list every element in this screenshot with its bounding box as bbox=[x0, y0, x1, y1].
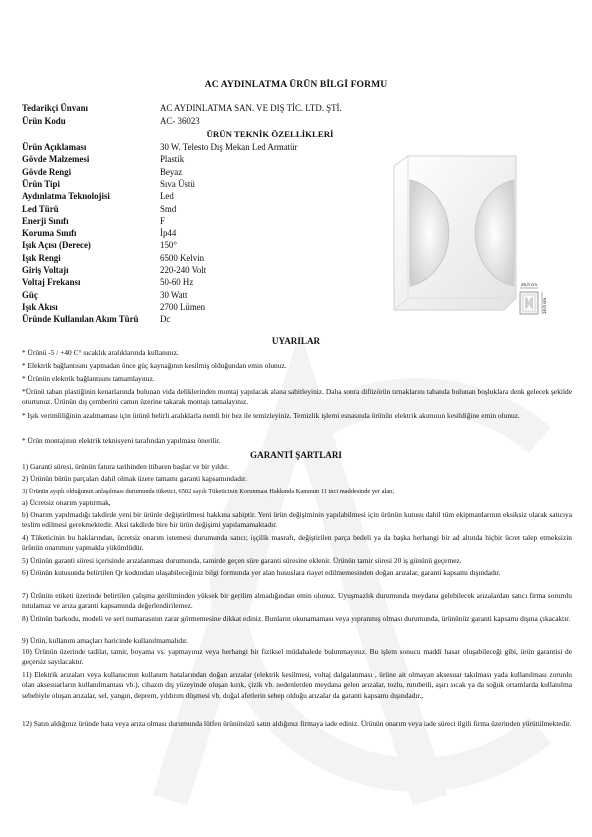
dim-width-label: 25,0 cm bbox=[521, 282, 538, 287]
spec-value: Sıva Üstü bbox=[160, 178, 195, 189]
product-code-label: Ürün Kodu bbox=[22, 116, 66, 126]
spec-value: Dc bbox=[160, 314, 171, 325]
product-code-value: AC- 36023 bbox=[160, 116, 200, 126]
warning-item: *Ürünü taban plastiğinin kenarlarında bulunan vida deliklerinden montaj yapılacak alana sabitleyiniz. Daha sonra difüzörün tırnaklarını tabanda bulunan boşluklara denk gelecek şekilde oturtunuz. Ürünün dış çemberini camın üzerine takarak montajı tamalayınız. bbox=[22, 387, 572, 407]
spec-label: Led Türü bbox=[22, 203, 59, 214]
supplier-label: Tedarikçi Ünvanı bbox=[22, 103, 89, 113]
spec-value: Smd bbox=[160, 203, 177, 214]
warning-item: * Işık verimliliğinin azalmaması için ürünü belirli aralıklarla nemli bir bez ile temizleyiniz. Temizlik işlemi esnasında ürünün elektrik akımının kesildiğine emin olunuz. bbox=[22, 411, 520, 420]
spec-value: Led bbox=[160, 191, 174, 202]
spec-label: Üründe Kullanılan Akım Türü bbox=[22, 314, 139, 325]
spec-value: 6500 Kelvin bbox=[160, 252, 205, 263]
spec-label: Işık Açısı (Derece) bbox=[22, 240, 91, 251]
specs-heading: ÜRÜN TEKNİK ÖZELLİKLERİ bbox=[206, 129, 334, 139]
warranty-item: 4) Tüketicinin bu haklarından, ücretsiz onarım istemesi durumunda satıcı; işçilik masrafı, değiştirilen parça bedeli ya da başka herhangi bir ad altında hiçbir ücret talep etmeksizin ürünün onarımını yapmakla yükümlüdür. bbox=[22, 533, 572, 553]
spec-value: 220-240 Volt bbox=[160, 265, 207, 275]
spec-label: Işık Akısı bbox=[22, 301, 58, 312]
spec-value: 150° bbox=[160, 240, 177, 251]
dim-height-label: 16,0 cm bbox=[542, 297, 547, 314]
warranty-item: 1) Garanti süresi, ürünün fatura tarihinden itibaren başlar ve bir yıldır. bbox=[22, 462, 229, 471]
warranty-item: 9) Ürün, kullanım amaçları haricinde kullanılmamalıdır. bbox=[22, 636, 189, 645]
warranty-heading: GARANTİ ŞARTLARI bbox=[250, 450, 342, 460]
spec-label: Güç bbox=[22, 289, 38, 300]
product-image bbox=[392, 152, 558, 320]
warranty-item: b) Onarım yapılmadığı takdirde yeni bir ürünle değiştirilmesi hakkına sahiptir. Yeni ürün değişiminin yapılabilmesi için ürünün kutusu dahil tüm ekipmanlarının eksiksiz olarak satıcıya teslim edilmesi gerekmektedir. Aksi takdirde bire bir ürün değişimi yapılamamaktadır. bbox=[22, 510, 572, 530]
spec-label: Ürün Açıklaması bbox=[22, 142, 87, 152]
spec-value: 2700 Lümen bbox=[160, 301, 206, 312]
spec-value: 30 Watt bbox=[160, 289, 188, 300]
spec-label: Giriş Voltajı bbox=[22, 265, 69, 275]
warranty-item: 11) Elektrik arızaları veya kullanıcının kullanım hatalarından doğan arızalar (elektrik kesilmesi, voltaj dalgalanması , ürüne ait olmayan aksesuar takılması yada kullanılması zorunlu olan aksesuarların kullanılmaması vb.), cihazın dış yüzeyinde oluşan kırık, çizik vb. nedenlerden meydana gelen arızalar, tozlu, rutubetli, aşırı sıcak ya da soğuk ortamlarda kullanılma sebebiyle oluşan arızalar, sel, yangın, deprem, yıldırım düşmesi vb. doğal afetlerin sebep olduğu arızalar da garanti kapsamı dışındadır., bbox=[22, 670, 572, 700]
spec-label: Voltaj Frekansı bbox=[22, 277, 81, 288]
warning-item: * Ürünü -5 / +40 C° sıcaklık aralıklarında kullanınız. bbox=[22, 348, 179, 357]
spec-value: 30 W. Telesto Dış Mekan Led Armatür bbox=[160, 142, 298, 152]
spec-value: 50-60 Hz bbox=[160, 277, 194, 288]
warranty-item: 6) Ürünün kutusunda belirtilen Qr kodundan ulaşabileceğiniz bilgi formunda yer alan hususlara riayet edilmemesinden doğan arızalar, garanti kapsamı dışındadır. bbox=[22, 568, 501, 577]
warranty-item: 2) Ürünün bütün parçaları dahil olmak üzere tamamı garanti kapsamındadır. bbox=[22, 474, 247, 483]
spec-label: Koruma Sınıfı bbox=[22, 228, 77, 239]
spec-label: Enerji Sınıfı bbox=[22, 215, 69, 226]
spec-value: İp44 bbox=[160, 228, 177, 239]
warranty-item: 3) Ürünün ayıplı olduğunun anlaşılması durumunda tüketici, 6502 sayılı Tüketicinin Korunması Hakkında Kanunun 11 inci maddesinde yer alan; bbox=[22, 488, 395, 495]
spec-label: Aydınlatma Teknolojisi bbox=[22, 191, 110, 202]
warranty-item: 10) Ürünün üzerinde tadilat, tamir, boyama vs. yapmayınız veya herhangi bir fiziksel müdahalede bulunmayınız. Bu işlem sonucu maddi hasar oluşabileceği gibi, ürün garantisi de geçersiz sayılacaktır. bbox=[22, 647, 572, 667]
spec-value: F bbox=[160, 215, 165, 226]
spec-label: Işık Rengi bbox=[22, 252, 61, 263]
spec-label: Ürün Tipi bbox=[22, 178, 60, 189]
warranty-item: a) Ücretsiz onarım yaptırmak, bbox=[22, 498, 111, 507]
warranty-item: 7) Ürünün etiketi üzerinde belirtilen çalışma geriliminden yüksek bir gerilim almadığından emin olunuz. Uyuşmazlık durumunda meydana gelebilecek arızalardan satıcı firma sorumlu tutulamaz ve arıza garanti kapsamında değerlendirilemez. bbox=[22, 591, 572, 611]
spec-label: Gövde Malzemesi bbox=[22, 154, 90, 165]
warning-item: * Ürün montajının elektrik teknisyeni tarafından yapılması önerilir. bbox=[22, 436, 221, 445]
warning-item: * Elektrik bağlantısını yapmadan önce güç kaynağının kesilmiş olduğundan emin olunuz. bbox=[22, 361, 287, 370]
spec-value: Beyaz bbox=[160, 166, 183, 177]
supplier-value: AC AYDINLATMA SAN. VE DIŞ TİC. LTD. ŞTİ. bbox=[160, 103, 342, 113]
warranty-item: 12) Satın aldığınız üründe hata veya arıza olması durumunda lütfen ürününüzü satın aldığınız firmaya iade ediniz. Ürünün onarım veya iade süreci ilgili firma üzerinden yürütülmektedir. bbox=[22, 719, 572, 728]
spec-value: Plastik bbox=[160, 154, 185, 165]
spec-label: Gövde Rengi bbox=[22, 166, 72, 177]
warranty-item: 5) Ürünün garanti süresi içerisinde arızalanması durumunda, tamirde geçen süre garanti süresine eklenir. Ürünün tamir süresi 20 iş gününü geçemez. bbox=[22, 556, 462, 565]
warning-item: * Ürünün elektrik bağlantısını tamamlayınız. bbox=[22, 374, 155, 383]
form-title: AC AYDINLATMA ÜRÜN BİLGİ FORMU bbox=[204, 79, 388, 90]
warranty-item: 8) Ürünün barkodu, modeli ve seri numarasının zarar görmemesine dikkat ediniz. Bunların okunamaması veya yıpranmış olması durumunda, ürününüz garanti kapsamı dışına çıkacaktır. bbox=[22, 614, 571, 623]
warnings-heading: UYARILAR bbox=[271, 336, 321, 346]
